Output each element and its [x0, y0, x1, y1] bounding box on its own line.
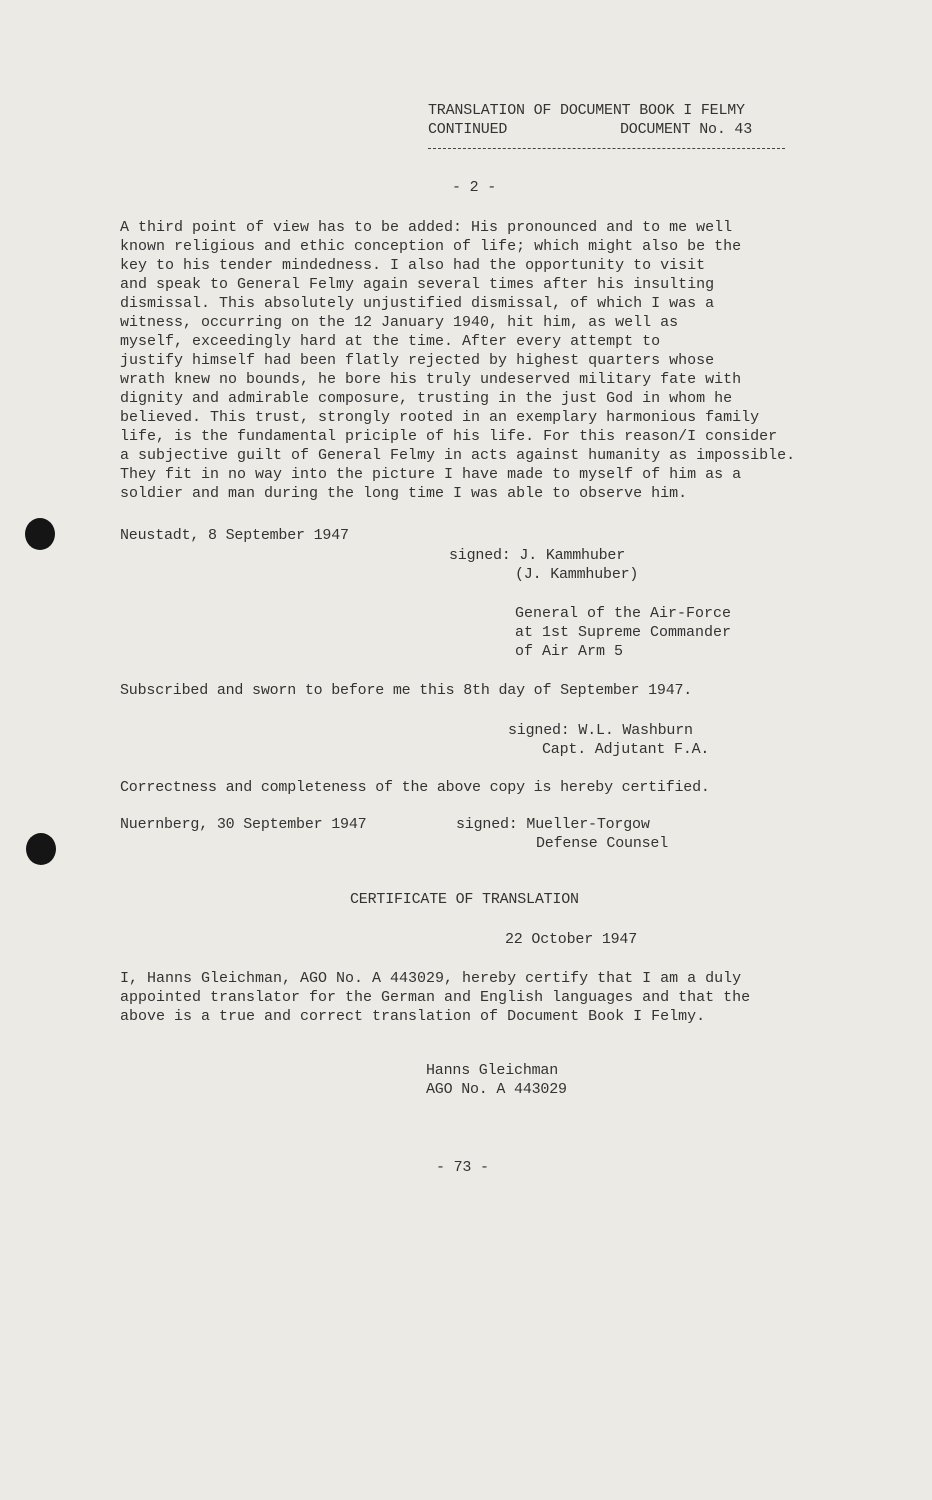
affidavit-signed: signed: J. Kammhuber: [449, 547, 626, 564]
certification-signed: signed: Mueller-Torgow: [456, 816, 650, 833]
body-line: life, is the fundamental priciple of his life. For this reason/I consider: [120, 428, 778, 445]
body-line: dignity and admirable composure, trusting in the just God in whom he: [120, 390, 733, 407]
body-line: wrath knew no bounds, he bore his truly undeserved military fate with: [120, 371, 742, 388]
punch-hole-top: [25, 518, 55, 550]
body-line: witness, occurring on the 12 January 1940, hit him, as well as: [120, 314, 679, 331]
translator-name: Hanns Gleichman: [426, 1062, 559, 1079]
body-paragraph: [120, 218, 795, 503]
body-line: soldier and man during the long time I was able to observe him.: [120, 485, 688, 502]
certificate-line: above is a true and correct translation of Document Book I Felmy.: [120, 1008, 706, 1025]
sworn-rank: Capt. Adjutant F.A.: [542, 741, 710, 758]
translation-certificate-text: [120, 969, 750, 1026]
body-line: and speak to General Felmy again several times after his insulting: [120, 276, 715, 293]
body-line: myself, exceedingly hard at the time. After every attempt to: [120, 333, 661, 350]
affidavit-title: [515, 604, 731, 661]
certification-statement: Correctness and completeness of the above copy is hereby certified.: [120, 779, 710, 796]
certificate-line: I, Hanns Gleichman, AGO No. A 443029, hereby certify that I am a duly: [120, 970, 742, 987]
sworn-signed: signed: W.L. Washburn: [508, 722, 693, 739]
page-number: - 73 -: [436, 1159, 489, 1176]
certification-place-date: Nuernberg, 30 September 1947: [120, 816, 367, 833]
sworn-statement: Subscribed and sworn to before me this 8th day of September 1947.: [120, 682, 693, 699]
body-line: known religious and ethic conception of life; which might also be the: [120, 238, 742, 255]
affidavit-title-line: at 1st Supreme Commander: [515, 624, 732, 641]
affidavit-place-date: Neustadt, 8 September 1947: [120, 527, 349, 544]
translation-certificate-title: CERTIFICATE OF TRANSLATION: [350, 891, 579, 908]
page-marker: - 2 -: [452, 179, 497, 196]
body-line: a subjective guilt of General Felmy in acts against humanity as impossible.: [120, 447, 796, 464]
body-line: believed. This trust, strongly rooted in an exemplary harmonious family: [120, 409, 760, 426]
translation-certificate-date: 22 October 1947: [505, 931, 638, 948]
body-line: justify himself had been flatly rejected by highest quarters whose: [120, 352, 715, 369]
punch-hole-bottom: [26, 833, 56, 865]
body-line: A third point of view has to be added: His pronounced and to me well: [120, 219, 733, 236]
affidavit-name: (J. Kammhuber): [515, 566, 639, 583]
header-continued: CONTINUED: [428, 121, 508, 138]
affidavit-title-line: of Air Arm 5: [515, 643, 624, 660]
header-document-number: DOCUMENT No. 43: [620, 121, 753, 138]
affidavit-title-line: General of the Air-Force: [515, 605, 732, 622]
certificate-line: appointed translator for the German and English languages and that the: [120, 989, 751, 1006]
body-line: key to his tender mindedness. I also had the opportunity to visit: [120, 257, 706, 274]
body-line: They fit in no way into the picture I have made to myself of him as a: [120, 466, 742, 483]
body-line: dismissal. This absolutely unjustified dismissal, of which I was a: [120, 295, 715, 312]
header-rule: [428, 148, 785, 149]
translator-ago: AGO No. A 443029: [426, 1081, 567, 1098]
certification-role: Defense Counsel: [536, 835, 669, 852]
header-title: TRANSLATION OF DOCUMENT BOOK I FELMY: [428, 102, 745, 119]
